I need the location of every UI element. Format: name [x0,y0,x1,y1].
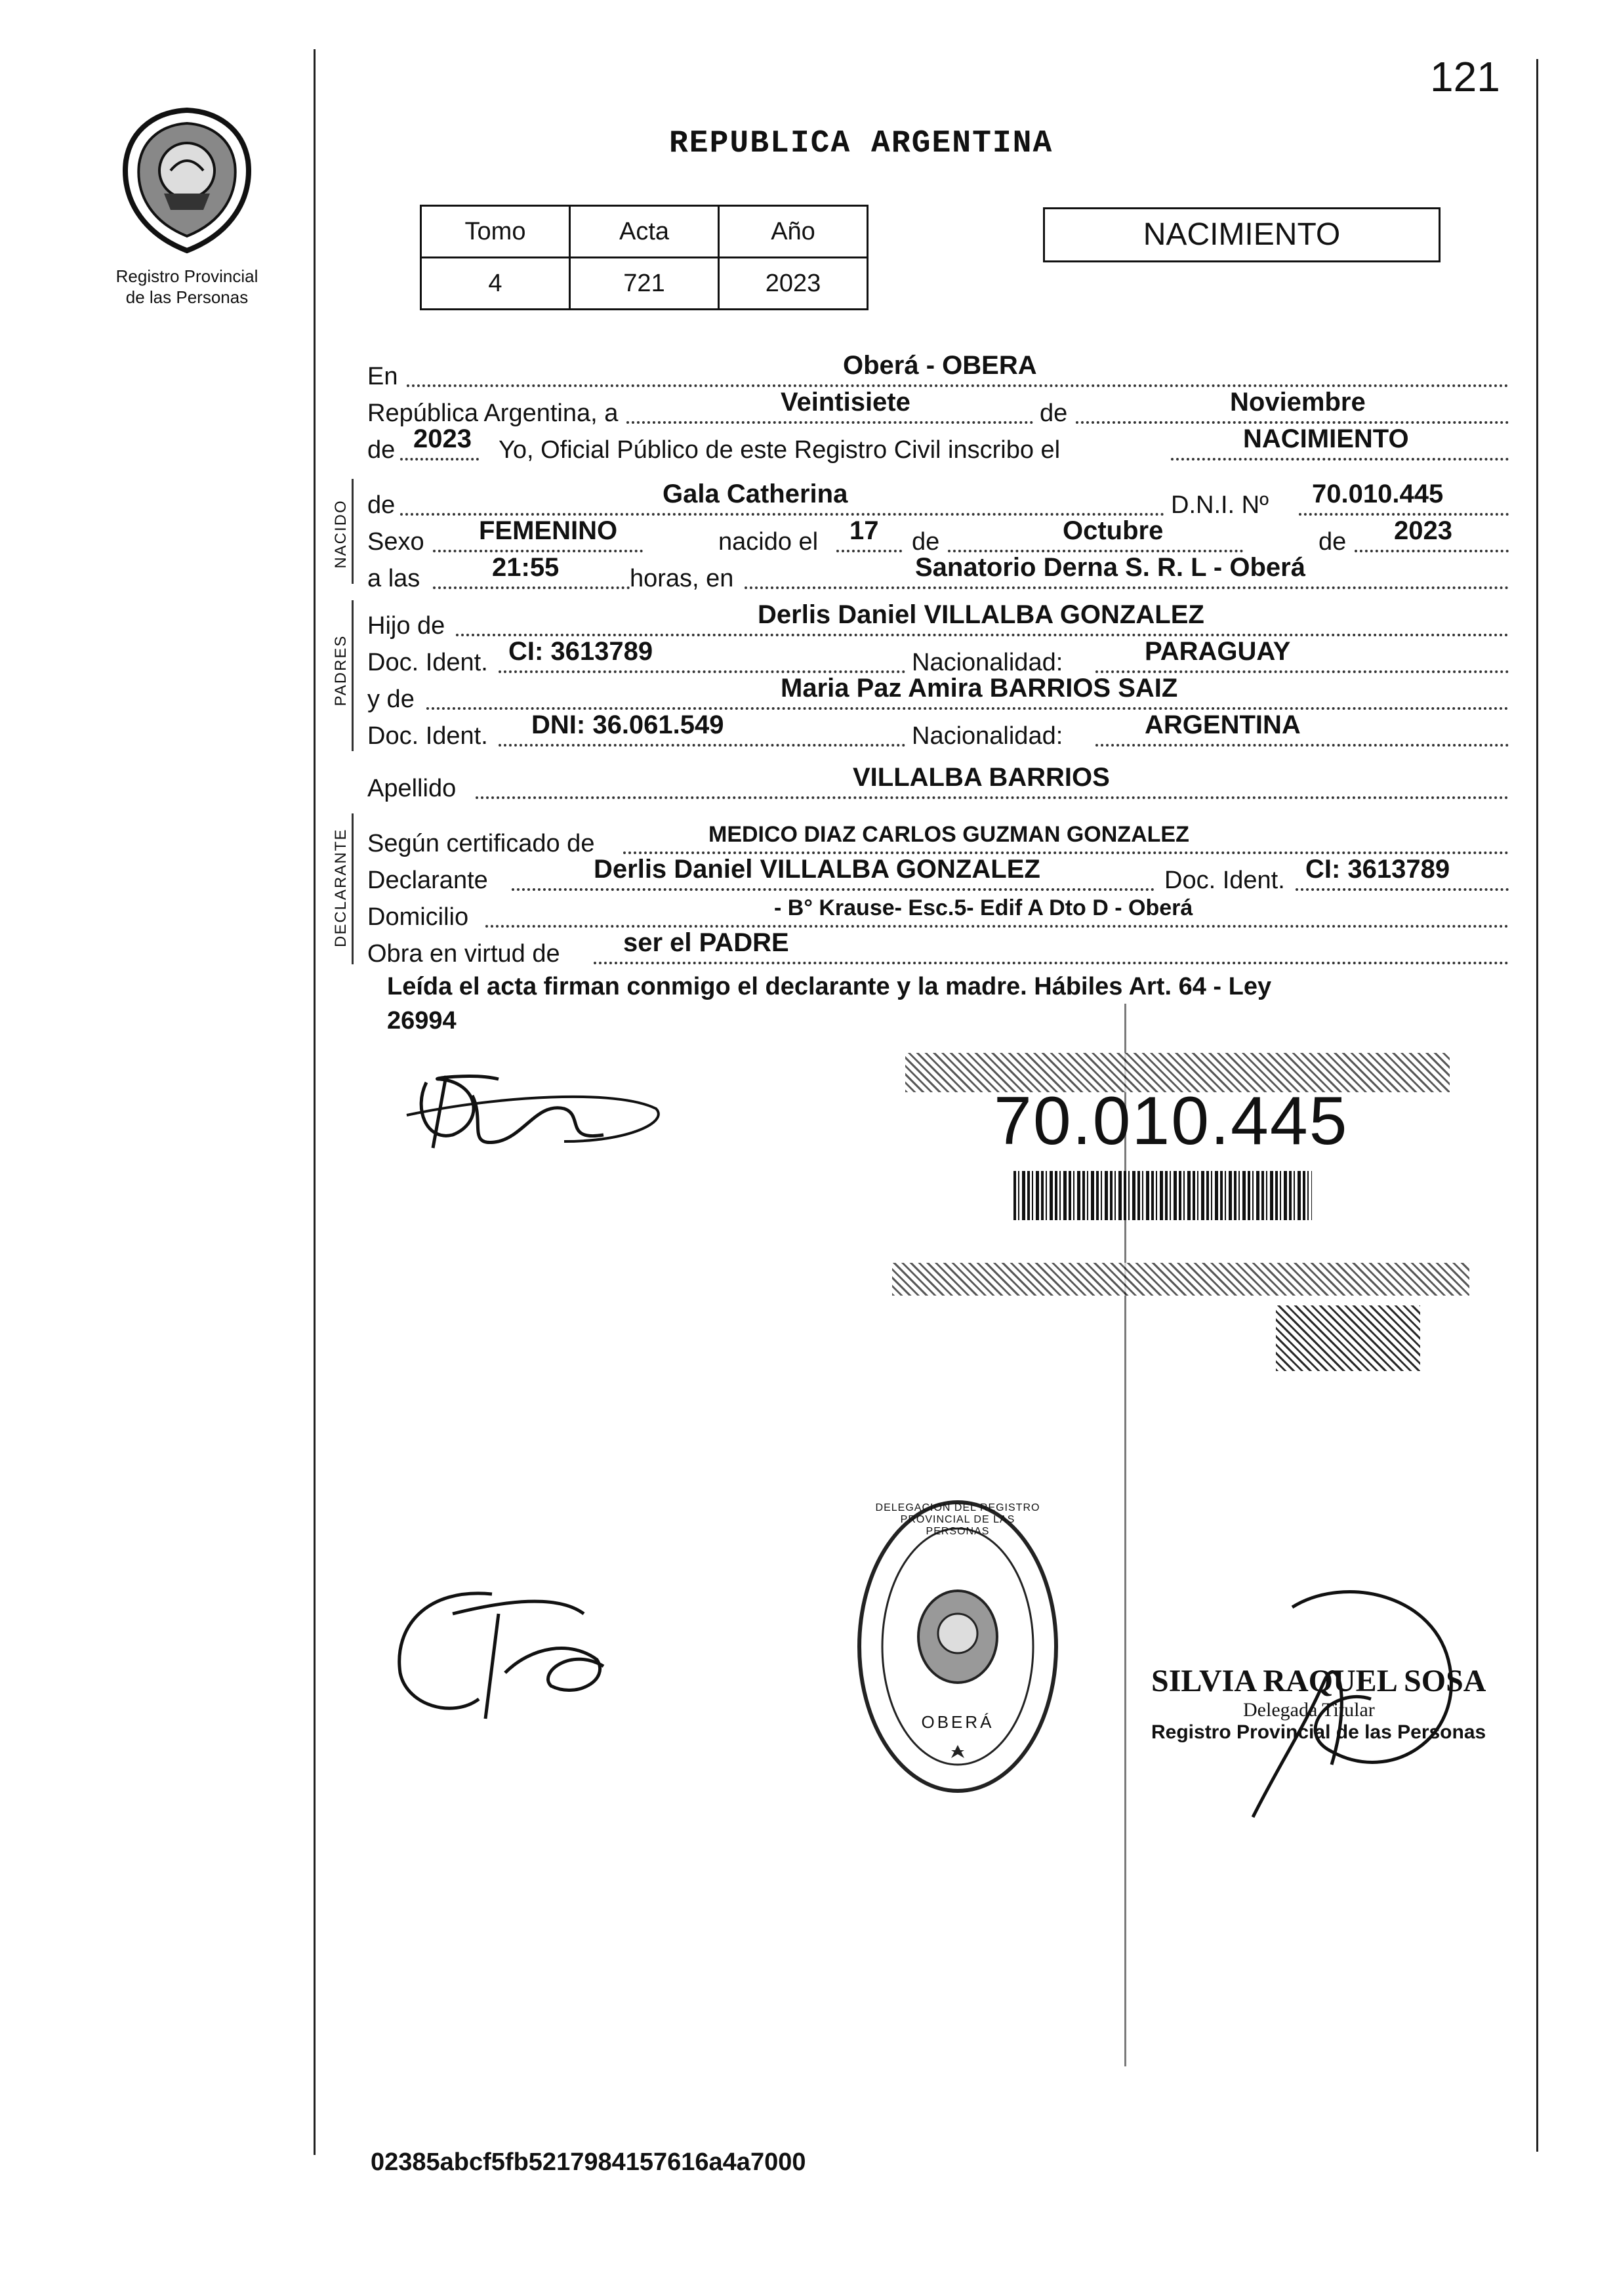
dotted-fill [1171,458,1509,461]
header-acta: Acta [570,206,719,258]
label-de: de [1319,528,1347,556]
padres-section-bar [352,600,354,751]
value-hora: 21:55 [492,553,560,582]
value-anio: 2023 [413,424,472,453]
dotted-fill [433,550,643,552]
value-apellido: VILLALBA BARRIOS [853,763,1110,792]
value-nombre: Gala Catherina [663,480,848,508]
value-mes: Noviembre [1230,388,1366,417]
closing-line-2: 26994 [387,1007,457,1035]
dotted-fill [499,670,905,673]
dotted-fill [1095,744,1509,747]
registry-label: Registro Provincial de las Personas [115,266,258,307]
value-dia-letras: Veintisiete [781,388,910,417]
row-domicilio [367,895,1509,932]
round-seal-text: DELEGACION DEL REGISTRO PROVINCIAL DE LAS PERSONAS [875,1502,1040,1537]
dotted-fill [400,513,1164,516]
seal-emblem [853,1496,1063,1797]
row-padre-doc [367,637,1509,677]
label-doc-ident-short: Doc. Ident. [1164,867,1285,894]
row-obra-virtud [367,928,1509,968]
document-hash: 02385abcf5fb5217984157616a4a7000 [371,2148,806,2176]
row-apellido [367,763,1509,803]
label-yo-oficial: Yo, Oficial Público de este Registro Civil inscribo el [499,436,1061,464]
label-de: de [1040,400,1068,427]
value-acto: NACIMIENTO [1243,424,1409,453]
row-fecha-acta [367,388,1509,428]
closing-statement [387,970,1502,1038]
registry-seal [118,105,256,256]
dotted-fill [485,925,1509,928]
dotted-fill [1299,513,1509,516]
value-declarante: Derlis Daniel VILLALBA GONZALEZ [594,855,1040,884]
value-mes-nac: Octubre [1063,516,1164,545]
label-horas-en: horas, en [630,565,734,592]
header-anio: Año [719,206,868,258]
declarante-section-bar [352,813,354,964]
label-de: de [367,491,396,519]
barcode [1013,1171,1312,1220]
label-de: de [912,528,940,556]
dotted-fill [626,421,1033,424]
stamp-number: 70.010.445 [994,1083,1349,1159]
header-tomo: Tomo [421,206,570,258]
label-sexo: Sexo [367,528,424,556]
value-lugar: Oberá - OBERA [843,351,1037,380]
value-lugar-nac: Sanatorio Derna S. R. L - Oberá [915,553,1305,582]
official-name: SILVIA RAQUEL SOSA [1151,1664,1486,1698]
row-declarante [367,855,1509,895]
guilloche-seal [1276,1305,1420,1371]
section-label-padres: PADRES [332,634,350,707]
label-doc-ident: Doc. Ident. [367,722,488,750]
left-margin-line [314,49,316,2155]
nacido-section-bar [352,479,354,584]
round-seal-city: OBERÁ [921,1712,994,1732]
dotted-fill [836,550,902,552]
dotted-fill [594,962,1509,964]
label-doc-ident: Doc. Ident. [367,649,488,676]
label-en: En [367,363,398,390]
dotted-fill [1355,550,1509,552]
value-padre-doc: CI: 3613789 [508,637,653,666]
security-stamp [886,1046,1476,1381]
value-madre-doc: DNI: 36.061.549 [531,710,724,739]
dotted-fill [400,458,479,461]
section-label-nacido: NACIDO [332,499,350,569]
label-y-de: y de [367,686,415,713]
dotted-fill [407,384,1509,387]
round-seal [853,1496,1063,1797]
label-hijo-de: Hijo de [367,612,445,640]
label-dni: D.N.I. Nº [1171,491,1269,519]
value-dni: 70.010.445 [1312,480,1444,508]
official-office: Registro Provincial de las Personas [1151,1721,1486,1743]
official-title: Delegada Titular [1243,1699,1375,1721]
label-nacionalidad: Nacionalidad: [912,649,1063,676]
row-nombre-dni [367,480,1509,520]
dotted-fill [476,796,1509,799]
dotted-fill [512,888,1155,891]
closing-line-1: Leída el acta firman conmigo el declarante y la madre. Hábiles Art. 64 - Ley [387,973,1272,1000]
dotted-fill [745,586,1509,589]
label-a-las: a las [367,565,420,592]
row-anio-acto [367,424,1509,464]
value-certificado: MEDICO DIAZ CARLOS GUZMAN GONZALEZ [708,822,1189,847]
right-margin-line [1536,59,1538,2152]
value-sexo: FEMENINO [479,516,618,545]
value-padre: Derlis Daniel VILLALBA GONZALEZ [758,600,1204,629]
value-madre: Maria Paz Amira BARRIOS SAIZ [781,674,1178,703]
row-madre-doc [367,710,1509,750]
label-declarante: Declarante [367,867,488,894]
value-padre-nac: PARAGUAY [1145,637,1291,666]
province-shield-icon [118,105,256,256]
label-de: de [367,436,396,464]
value-anio-nac: 2023 [1394,516,1452,545]
section-label-declarante: DECLARANTE [332,828,350,947]
official-block [1151,1663,1519,1744]
dotted-fill [499,744,905,747]
row-lugar [367,351,1509,391]
dotted-fill [1076,421,1509,424]
label-segun-certificado: Según certificado de [367,830,595,857]
country-title: REPUBLICA ARGENTINA [669,126,1053,161]
value-dia-nac: 17 [849,516,879,545]
dotted-fill [948,550,1243,552]
dotted-fill [623,851,1509,854]
label-obra-en-virtud: Obra en virtud de [367,940,560,968]
row-madre [367,674,1509,714]
declarant-signature [367,1043,676,1161]
value-madre-nac: ARGENTINA [1145,710,1301,739]
row-hora-lugar [367,553,1509,593]
value-declarante-doc: CI: 3613789 [1305,855,1450,884]
value-anio: 2023 [719,258,868,310]
value-tomo: 4 [421,258,570,310]
dotted-fill [433,586,630,589]
guilloche-bottom [892,1263,1469,1296]
label-nacionalidad: Nacionalidad: [912,722,1063,750]
table-header-row [421,206,868,258]
mother-signature [387,1574,623,1732]
label-republica: República Argentina, a [367,400,619,427]
label-domicilio: Domicilio [367,903,469,931]
label-nacido-el: nacido el [718,528,819,556]
dotted-fill [426,707,1509,710]
value-domicilio: - B° Krause- Esc.5- Edif A Dto D - Oberá [774,895,1193,920]
table-value-row [421,258,868,310]
dotted-fill [1296,888,1509,891]
dotted-fill [456,634,1509,636]
row-certificado [367,821,1509,858]
page-number: 121 [1430,53,1500,100]
value-obra-virtud: ser el PADRE [623,928,789,957]
value-acta: 721 [570,258,719,310]
row-sexo-nacimiento [367,516,1509,556]
record-type-box: NACIMIENTO [1043,207,1441,262]
dotted-fill [1095,670,1509,673]
row-padre [367,600,1509,640]
tomo-acta-anio-table [420,205,869,310]
label-apellido: Apellido [367,775,457,802]
